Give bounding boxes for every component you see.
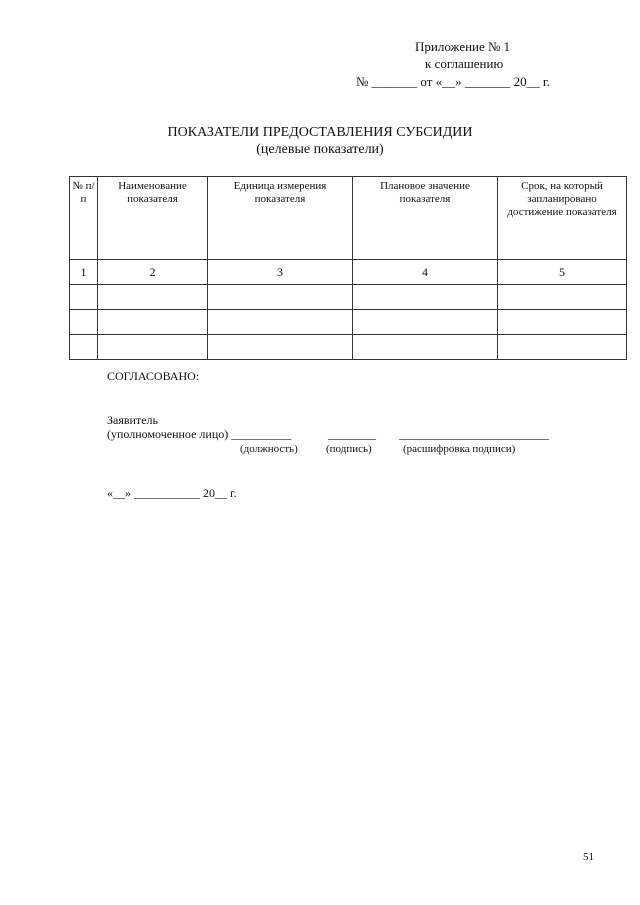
- indicators-table: [69, 176, 627, 360]
- table-header-row: [70, 177, 627, 260]
- header-unit: Единица измерения показателя: [208, 177, 353, 260]
- table-column-numbers-row: [70, 260, 627, 285]
- table-row: [70, 285, 627, 310]
- table-cell[interactable]: [70, 335, 98, 360]
- table-cell[interactable]: [498, 310, 627, 335]
- table-cell[interactable]: [98, 310, 208, 335]
- caption-signature: (подпись): [326, 443, 372, 455]
- document-subtitle: (целевые показатели): [256, 142, 384, 157]
- caption-position: (должность): [240, 443, 298, 455]
- table-cell[interactable]: [498, 335, 627, 360]
- authorized-person-line: (уполномоченное лицо) __________: [107, 427, 292, 441]
- table-cell[interactable]: [208, 310, 353, 335]
- appendix-agreement-number: № _______ от «__» _______ 20__ г.: [356, 74, 551, 89]
- table-cell[interactable]: [208, 335, 353, 360]
- column-number: 1: [70, 260, 98, 285]
- column-number: 2: [98, 260, 208, 285]
- appendix-agreement: к соглашению: [425, 56, 504, 71]
- table-cell[interactable]: [98, 285, 208, 310]
- column-number: 5: [498, 260, 627, 285]
- agreed-label: СОГЛАСОВАНО:: [107, 369, 200, 383]
- table-cell[interactable]: [498, 285, 627, 310]
- signature-line: ________: [328, 427, 376, 441]
- table-cell[interactable]: [208, 285, 353, 310]
- applicant-label: Заявитель: [107, 413, 158, 427]
- appendix-title: Приложение № 1: [415, 39, 511, 54]
- table-cell[interactable]: [353, 285, 498, 310]
- column-number: 4: [353, 260, 498, 285]
- document-title: ПОКАЗАТЕЛИ ПРЕДОСТАВЛЕНИЯ СУБСИДИИ: [167, 125, 473, 140]
- table-cell[interactable]: [353, 335, 498, 360]
- header-indicator-name: Наименование показателя: [98, 177, 208, 260]
- table-cell[interactable]: [98, 335, 208, 360]
- table-cell[interactable]: [70, 310, 98, 335]
- table-cell[interactable]: [70, 285, 98, 310]
- table-row: [70, 335, 627, 360]
- date-line: «__» ___________ 20__ г.: [107, 486, 237, 500]
- column-number: 3: [208, 260, 353, 285]
- table-cell[interactable]: [353, 310, 498, 335]
- name-line: _________________________: [399, 427, 549, 441]
- caption-name: (расшифровка подписи): [403, 443, 516, 455]
- header-planned-value: Плановое значение показателя: [353, 177, 498, 260]
- header-number: № п/п: [70, 177, 98, 260]
- table-row: [70, 310, 627, 335]
- header-deadline: Срок, на который запланировано достижение показателя: [498, 177, 627, 260]
- page-number: 51: [583, 851, 594, 863]
